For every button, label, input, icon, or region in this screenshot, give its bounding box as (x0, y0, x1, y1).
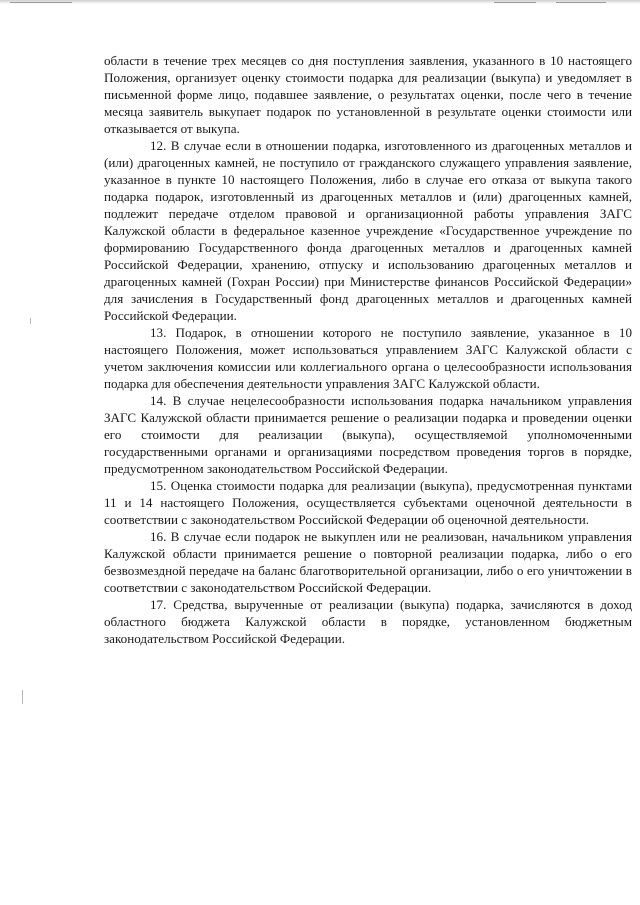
scan-artifact-line (10, 2, 72, 3)
paragraph-15: 15. Оценка стоимости подарка для реализации (выкупа), предусмотренная пунктами 11 и 14 настоящего Положения, осуществляется субъектами оценочной деятельности в соответствии с законодательством Российской Федерации об оценочной деятельности. (104, 478, 632, 527)
scan-artifact-line (494, 2, 536, 3)
scan-margin-speck (30, 318, 31, 324)
scan-margin-speck (22, 690, 23, 704)
paragraph-14: 14. В случае нецелесообразности использования подарка начальником управления ЗАГС Калужской области принимается решение о реализации подарка и проведении оценки его стоимости для реализации (выкупа), осуществляемой уполномоченными государственными органами и организациями посредством проведения торгов в порядке, предусмотренном законодательством Российской Федерации. (104, 393, 632, 476)
document-body (104, 52, 632, 647)
paragraph-16: 16. В случае если подарок не выкуплен или не реализован, начальником управления Калужской области принимается решение о повторной реализации подарка, либо о его безвозмездной передаче на баланс благотворительной организации, либо о его уничтожении в соответствии с законодательством Российской Федерации. (104, 529, 632, 595)
scan-artifact-line (556, 2, 606, 3)
paragraph-13: 13. Подарок, в отношении которого не поступило заявление, указанное в 10 настоящего Положения, может использоваться управлением ЗАГС Калужской области с учетом заключения комиссии или коллегиального органа о целесообразности использования подарка для обеспечения деятельности управления ЗАГС Калужской области. (104, 325, 632, 391)
scan-top-edge (0, 0, 640, 4)
paragraph-11-continuation: области в течение трех месяцев со дня поступления заявления, указанного в 10 настоящего Положения, организует оценку стоимости подарка для реализации (выкупа) и уведомляет в письменной форме лицо, подавшее заявление, о результатах оценки, после чего в течение месяца заявитель выкупает подарок по установленной в результате оценки стоимости или отказывается от выкупа. (104, 53, 632, 136)
paragraph-17: 17. Средства, вырученные от реализации (выкупа) подарка, зачисляются в доход областного бюджета Калужской области в порядке, установленном бюджетным законодательством Российской Федерации. (104, 597, 632, 646)
paragraph-12: 12. В случае если в отношении подарка, изготовленного из драгоценных металлов и (или) драгоценных камней, не поступило от гражданского служащего управления заявление, указанное в пункте 10 настоящего Положения, либо в случае его отказа от выкупа такого подарка подарок, изготовленный из драгоценных металлов и (или) драгоценных камней, подлежит передаче отделом правовой и организационной работы управления ЗАГС Калужской области в федеральное казенное учреждение «Государственное учреждение по формированию Государственного фонда драгоценных металлов и драгоценных камней Российской Федерации, хранению, отпуску и использованию драгоценных металлов и драгоценных камней (Гохран России) при Министерстве финансов Российской Федерации» для зачисления в Государственный фонд драгоценных металлов и драгоценных камней Российской Федерации. (104, 138, 632, 323)
